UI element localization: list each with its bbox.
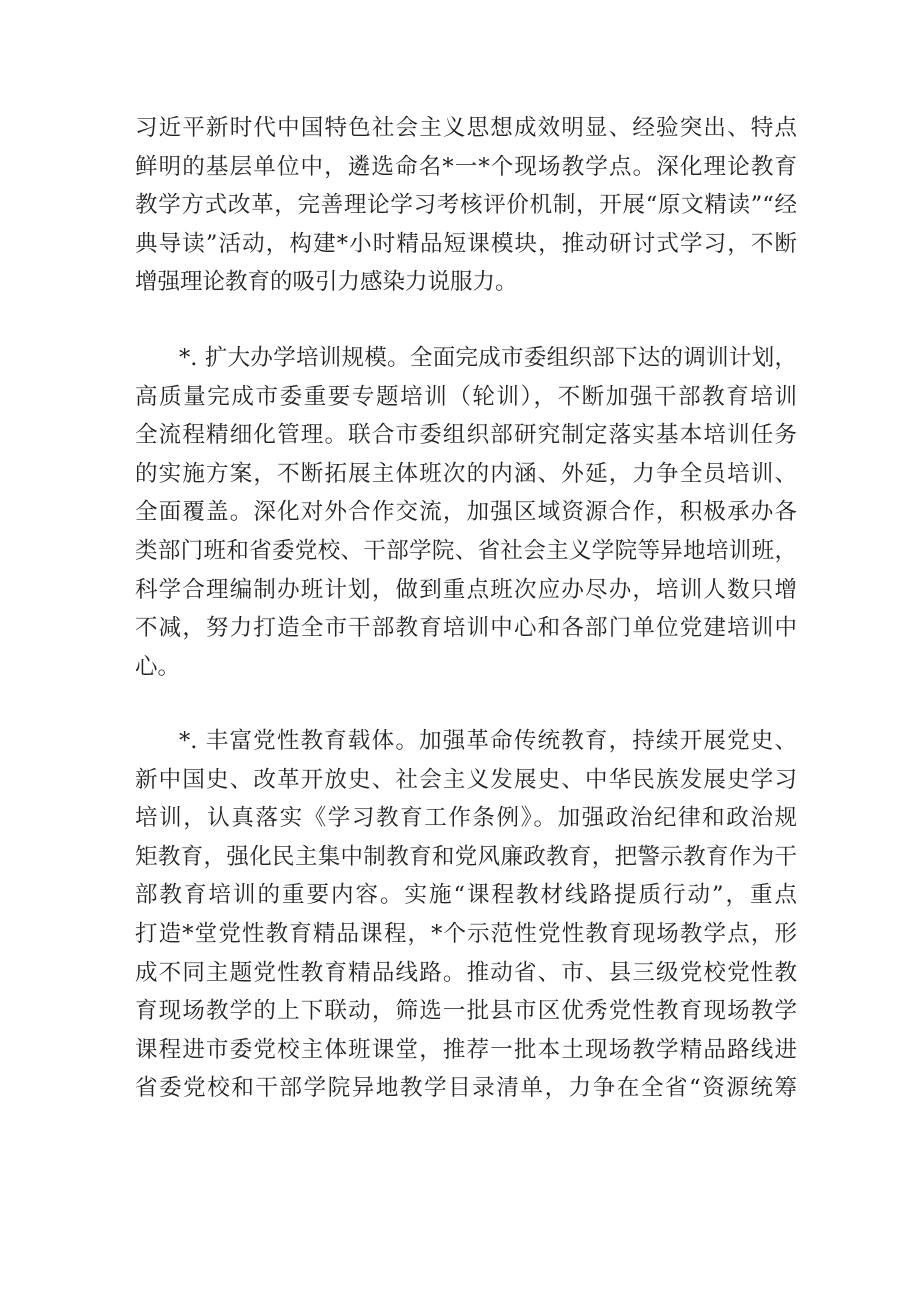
text-line: 省委党校和干部学院异地教学目录清单，力争在全省“资源统筹 [135, 1075, 797, 1102]
text-line: 增强理论教育的吸引力感染力说服力。 [135, 269, 518, 296]
text-line: 典导读”活动，构建*小时精品短课模块，推动研讨式学习，不断 [135, 230, 797, 257]
paragraph-theory-education [135, 109, 797, 302]
text-line: 部教育培训的重要内容。实施“课程教材线路提质行动”，重点 [135, 882, 797, 909]
text-line: 教学方式改革，完善理论学习考核评价机制，开展“原文精读”“经 [135, 192, 797, 219]
text-line: 习近平新时代中国特色社会主义思想成效明显、经验突出、特点 [135, 115, 797, 141]
text-line: 培训，认真落实《学习教育工作条例》。加强政治纪律和政治规 [135, 805, 797, 832]
text-line: 高质量完成市委重要专题培训（轮训），不断加强干部教育培训 [135, 383, 797, 410]
paragraph-party-spirit-education [135, 722, 797, 1108]
text-line: 成不同主题党性教育精品线路。推动省、市、县三级党校党性教 [135, 959, 797, 986]
text-line: 不减，努力打造全市干部教育培训中心和各部门单位党建培训中 [135, 615, 797, 642]
text-line: 新中国史、改革开放史、社会主义发展史、中华民族发展史学习 [135, 766, 797, 793]
text-line: 矩教育，强化民主集中制教育和党风廉政教育，把警示教育作为干 [135, 843, 797, 870]
text-line: 育现场教学的上下联动，筛选一批县市区优秀党性教育现场教学 [135, 998, 797, 1025]
text-line: *. 丰富党性教育载体。加强革命传统教育，持续开展党史、 [179, 728, 797, 754]
text-line: *. 扩大办学培训规模。全面完成市委组织部下达的调训计划， [179, 345, 797, 371]
text-line: 心。 [135, 653, 181, 680]
text-line: 类部门班和省委党校、干部学院、省社会主义学院等异地培训班， [135, 537, 797, 564]
text-line: 打造*堂党性教育精品课程，*个示范性党性教育现场教学点，形 [135, 920, 797, 947]
text-line: 科学合理编制办班计划，做到重点班次应办尽办，培训人数只增 [135, 576, 797, 603]
text-line: 鲜明的基层单位中，遴选命名*一*个现场教学点。深化理论教育 [135, 153, 797, 180]
text-line: 课程进市委党校主体班课堂，推荐一批本土现场教学精品路线进 [135, 1036, 797, 1063]
text-line: 全流程精细化管理。联合市委组织部研究制定落实基本培训任务 [135, 422, 797, 449]
text-line: 全面覆盖。深化对外合作交流，加强区域资源合作，积极承办各 [135, 499, 797, 526]
paragraph-expand-training-scale [135, 339, 797, 686]
text-line: 的实施方案，不断拓展主体班次的内涵、外延，力争全员培训、 [135, 460, 797, 487]
